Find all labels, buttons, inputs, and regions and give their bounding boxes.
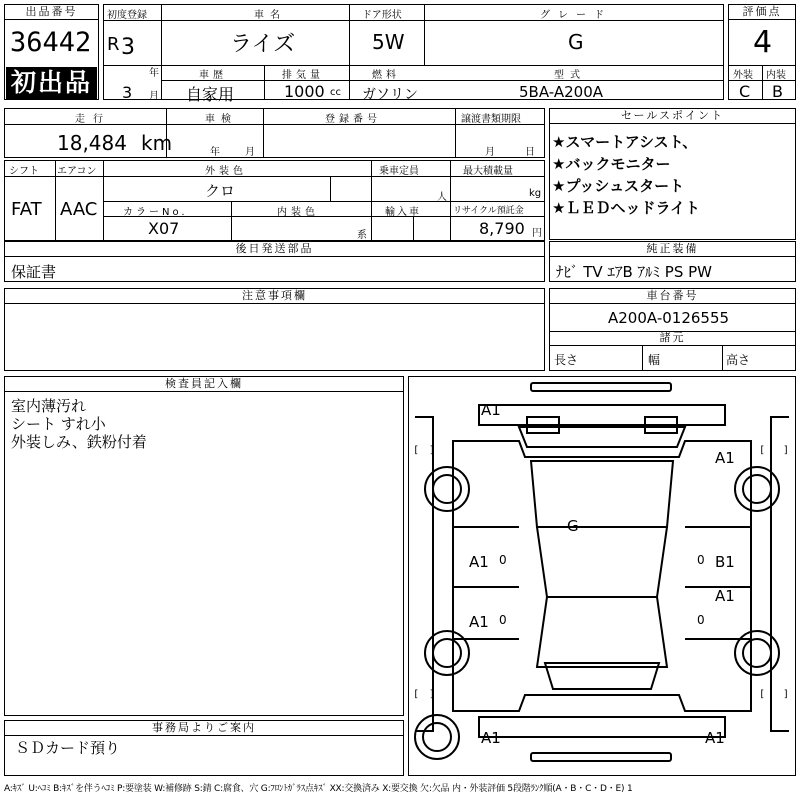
inspector-line: 室内薄汚れ — [11, 397, 87, 415]
first-reg-month: 3 — [122, 83, 133, 102]
inspector-line: 外装しみ、鉄粉付着 — [11, 433, 147, 451]
damage-mark-right-rear-fender: A1 — [715, 587, 735, 605]
car-name-header: 車名 — [254, 10, 286, 21]
grade-header: グレード — [540, 10, 612, 21]
transfer-month-unit: 月 — [485, 147, 495, 158]
car-diagram-box — [408, 376, 796, 776]
shift-header: シフト — [9, 166, 39, 177]
later-parts-box — [4, 241, 545, 282]
history-header: 車歴 — [199, 70, 227, 81]
damage-mark-rear-right: A1 — [705, 729, 725, 747]
ext-score-value: C — [739, 82, 751, 101]
specs-header: 諸元 — [550, 331, 795, 346]
office-value: ＳＤカード預り — [15, 739, 121, 757]
load-unit: kg — [529, 188, 542, 199]
recycle-header: リサイクル預託金 — [453, 206, 524, 216]
sales-point-item: ★スマートアシスト、 — [552, 133, 698, 151]
door-value: 5W — [372, 30, 405, 54]
door-header: ドア形状 — [362, 10, 402, 21]
notes-header: 注意事項欄 — [5, 289, 544, 304]
chassis-number: A200A-0126555 — [608, 309, 730, 327]
mileage-value: 18,484 — [57, 131, 127, 155]
lot-header: 出品番号 — [5, 5, 98, 20]
spec-length-label: 長さ — [554, 353, 579, 367]
legend-text: A:ｷｽﾞ U:ﾍｺﾐ B:ｷｽﾞを伴うﾍｺﾐ P:要塗装 W:補修跡 S:錆 C:腐食、穴 G:ﾌﾛﾝﾄｶﾞﾗｽ点ｷｽﾞ XX:交換済み X:要交換 欠:欠品 内・外装評価 5段階ﾗﾝｸ順(A・B・C・D・E) 1 — [4, 784, 633, 794]
aircon-value: AAC — [60, 199, 98, 220]
inspection-month-unit: 月 — [245, 147, 255, 158]
inspection-header: 車検 — [205, 114, 237, 125]
inspector-line: シート すれ小 — [11, 415, 106, 433]
genuine-equipment-value: ﾅﾋﾞ TV ｴｱB ｱﾙﾐ PS PW — [556, 263, 712, 281]
svg-text:]: ] — [429, 689, 436, 700]
office-box — [4, 720, 404, 776]
int-color-header: 内装色 — [277, 207, 319, 218]
car-name-value: ライズ — [230, 32, 296, 57]
import-header: 輸入車 — [385, 207, 421, 218]
damage-mark-roof: G — [567, 517, 579, 535]
first-reg-header: 初度登録 — [107, 10, 147, 21]
score-value: 4 — [753, 25, 773, 60]
car-diagram — [409, 377, 795, 775]
inspector-header: 検査員記入欄 — [5, 377, 403, 392]
inspection-year-unit: 年 — [210, 147, 220, 158]
later-parts-value: 保証書 — [11, 263, 57, 281]
office-header: 事務局よりご案内 — [5, 721, 403, 736]
later-parts-header: 後日発送部品 — [5, 242, 544, 257]
mileage-header: 走行 — [75, 114, 111, 125]
damage-mark-rear-left: A1 — [481, 729, 501, 747]
svg-text:[: [ — [413, 445, 420, 456]
svg-text:]: ] — [783, 445, 790, 456]
svg-text:[: [ — [759, 689, 766, 700]
displacement-header: 排気量 — [282, 70, 324, 81]
genuine-equipment-box — [549, 241, 796, 282]
spec-width-label: 幅 — [648, 353, 661, 367]
score-box — [728, 4, 796, 100]
fuel-value: ガソリン — [362, 87, 418, 103]
svg-text:[: [ — [759, 445, 766, 456]
ext-score-header: 外装 — [733, 70, 753, 81]
damage-mark-right-front: A1 — [715, 449, 735, 467]
mileage-row-box — [4, 108, 545, 158]
sales-point-item: ★プッシュスタート — [552, 177, 685, 195]
spec-box — [4, 160, 545, 241]
capacity-header: 乗車定員 — [379, 166, 419, 177]
ext-color-value: クロ — [205, 182, 236, 200]
first-reg-month-unit: 月 — [149, 91, 159, 102]
svg-text:]: ] — [429, 445, 436, 456]
damage-mark-left-door-rear: A1 — [469, 613, 489, 631]
notes-box — [4, 288, 545, 371]
int-score-value: B — [772, 82, 783, 101]
model-header: 型式 — [554, 70, 586, 81]
genuine-equipment-header: 純正装備 — [550, 242, 795, 257]
vehicle-header-box — [103, 4, 724, 104]
first-reg-year: 3 — [121, 35, 135, 60]
damage-mark-left-door-front: A1 — [469, 553, 489, 571]
displacement-value: 1000 — [284, 82, 325, 101]
score-header: 評価点 — [729, 5, 795, 20]
inspector-box — [4, 376, 404, 716]
recycle-unit: 円 — [532, 228, 542, 239]
int-color-unit: 系 — [357, 230, 367, 241]
shift-value: FAT — [11, 199, 42, 220]
displacement-unit: cc — [330, 87, 341, 98]
damage-zero-right-rear: 0 — [697, 613, 705, 627]
first-listing-badge: 初出品 — [6, 67, 97, 99]
lot-number: 36442 — [10, 27, 92, 58]
model-value: 5BA-A200A — [519, 83, 604, 101]
mileage-unit: km — [141, 131, 173, 155]
svg-text:]: ] — [783, 689, 790, 700]
grade-value: G — [568, 30, 584, 54]
damage-mark-front-left: A1 — [481, 401, 501, 419]
chassis-box — [549, 288, 796, 371]
ext-color-header: 外装色 — [205, 166, 247, 177]
color-no-header: カラーNo. — [123, 207, 188, 218]
damage-zero-left-front: 0 — [499, 553, 507, 567]
first-reg-era: R — [107, 34, 120, 55]
sales-point-item: ★バックモニター — [552, 155, 671, 173]
fuel-header: 燃料 — [372, 70, 400, 81]
capacity-unit: 人 — [437, 192, 447, 203]
lot-box — [4, 4, 99, 100]
svg-text:[: [ — [413, 689, 420, 700]
damage-zero-right-front: 0 — [697, 553, 705, 567]
spec-height-label: 高さ — [726, 353, 751, 367]
damage-zero-left-rear: 0 — [499, 613, 507, 627]
transfer-day-unit: 日 — [525, 147, 535, 158]
first-reg-year-unit: 年 — [149, 68, 159, 79]
color-no-value: X07 — [148, 219, 180, 238]
damage-mark-right-door-front: B1 — [715, 553, 735, 571]
recycle-value: 8,790 — [479, 219, 525, 238]
sales-points-box — [549, 108, 796, 240]
sales-point-item: ★ＬＥＤヘッドライト — [552, 199, 700, 217]
transfer-header: 譲渡書類期限 — [461, 114, 521, 125]
aircon-header: エアコン — [57, 166, 97, 177]
int-score-header: 内装 — [766, 70, 786, 81]
sales-points-header: セールスポイント — [550, 109, 795, 124]
plate-header: 登録番号 — [325, 114, 381, 125]
load-header: 最大積載量 — [463, 166, 513, 177]
history-value: 自家用 — [186, 85, 235, 104]
chassis-header: 車台番号 — [550, 289, 795, 304]
